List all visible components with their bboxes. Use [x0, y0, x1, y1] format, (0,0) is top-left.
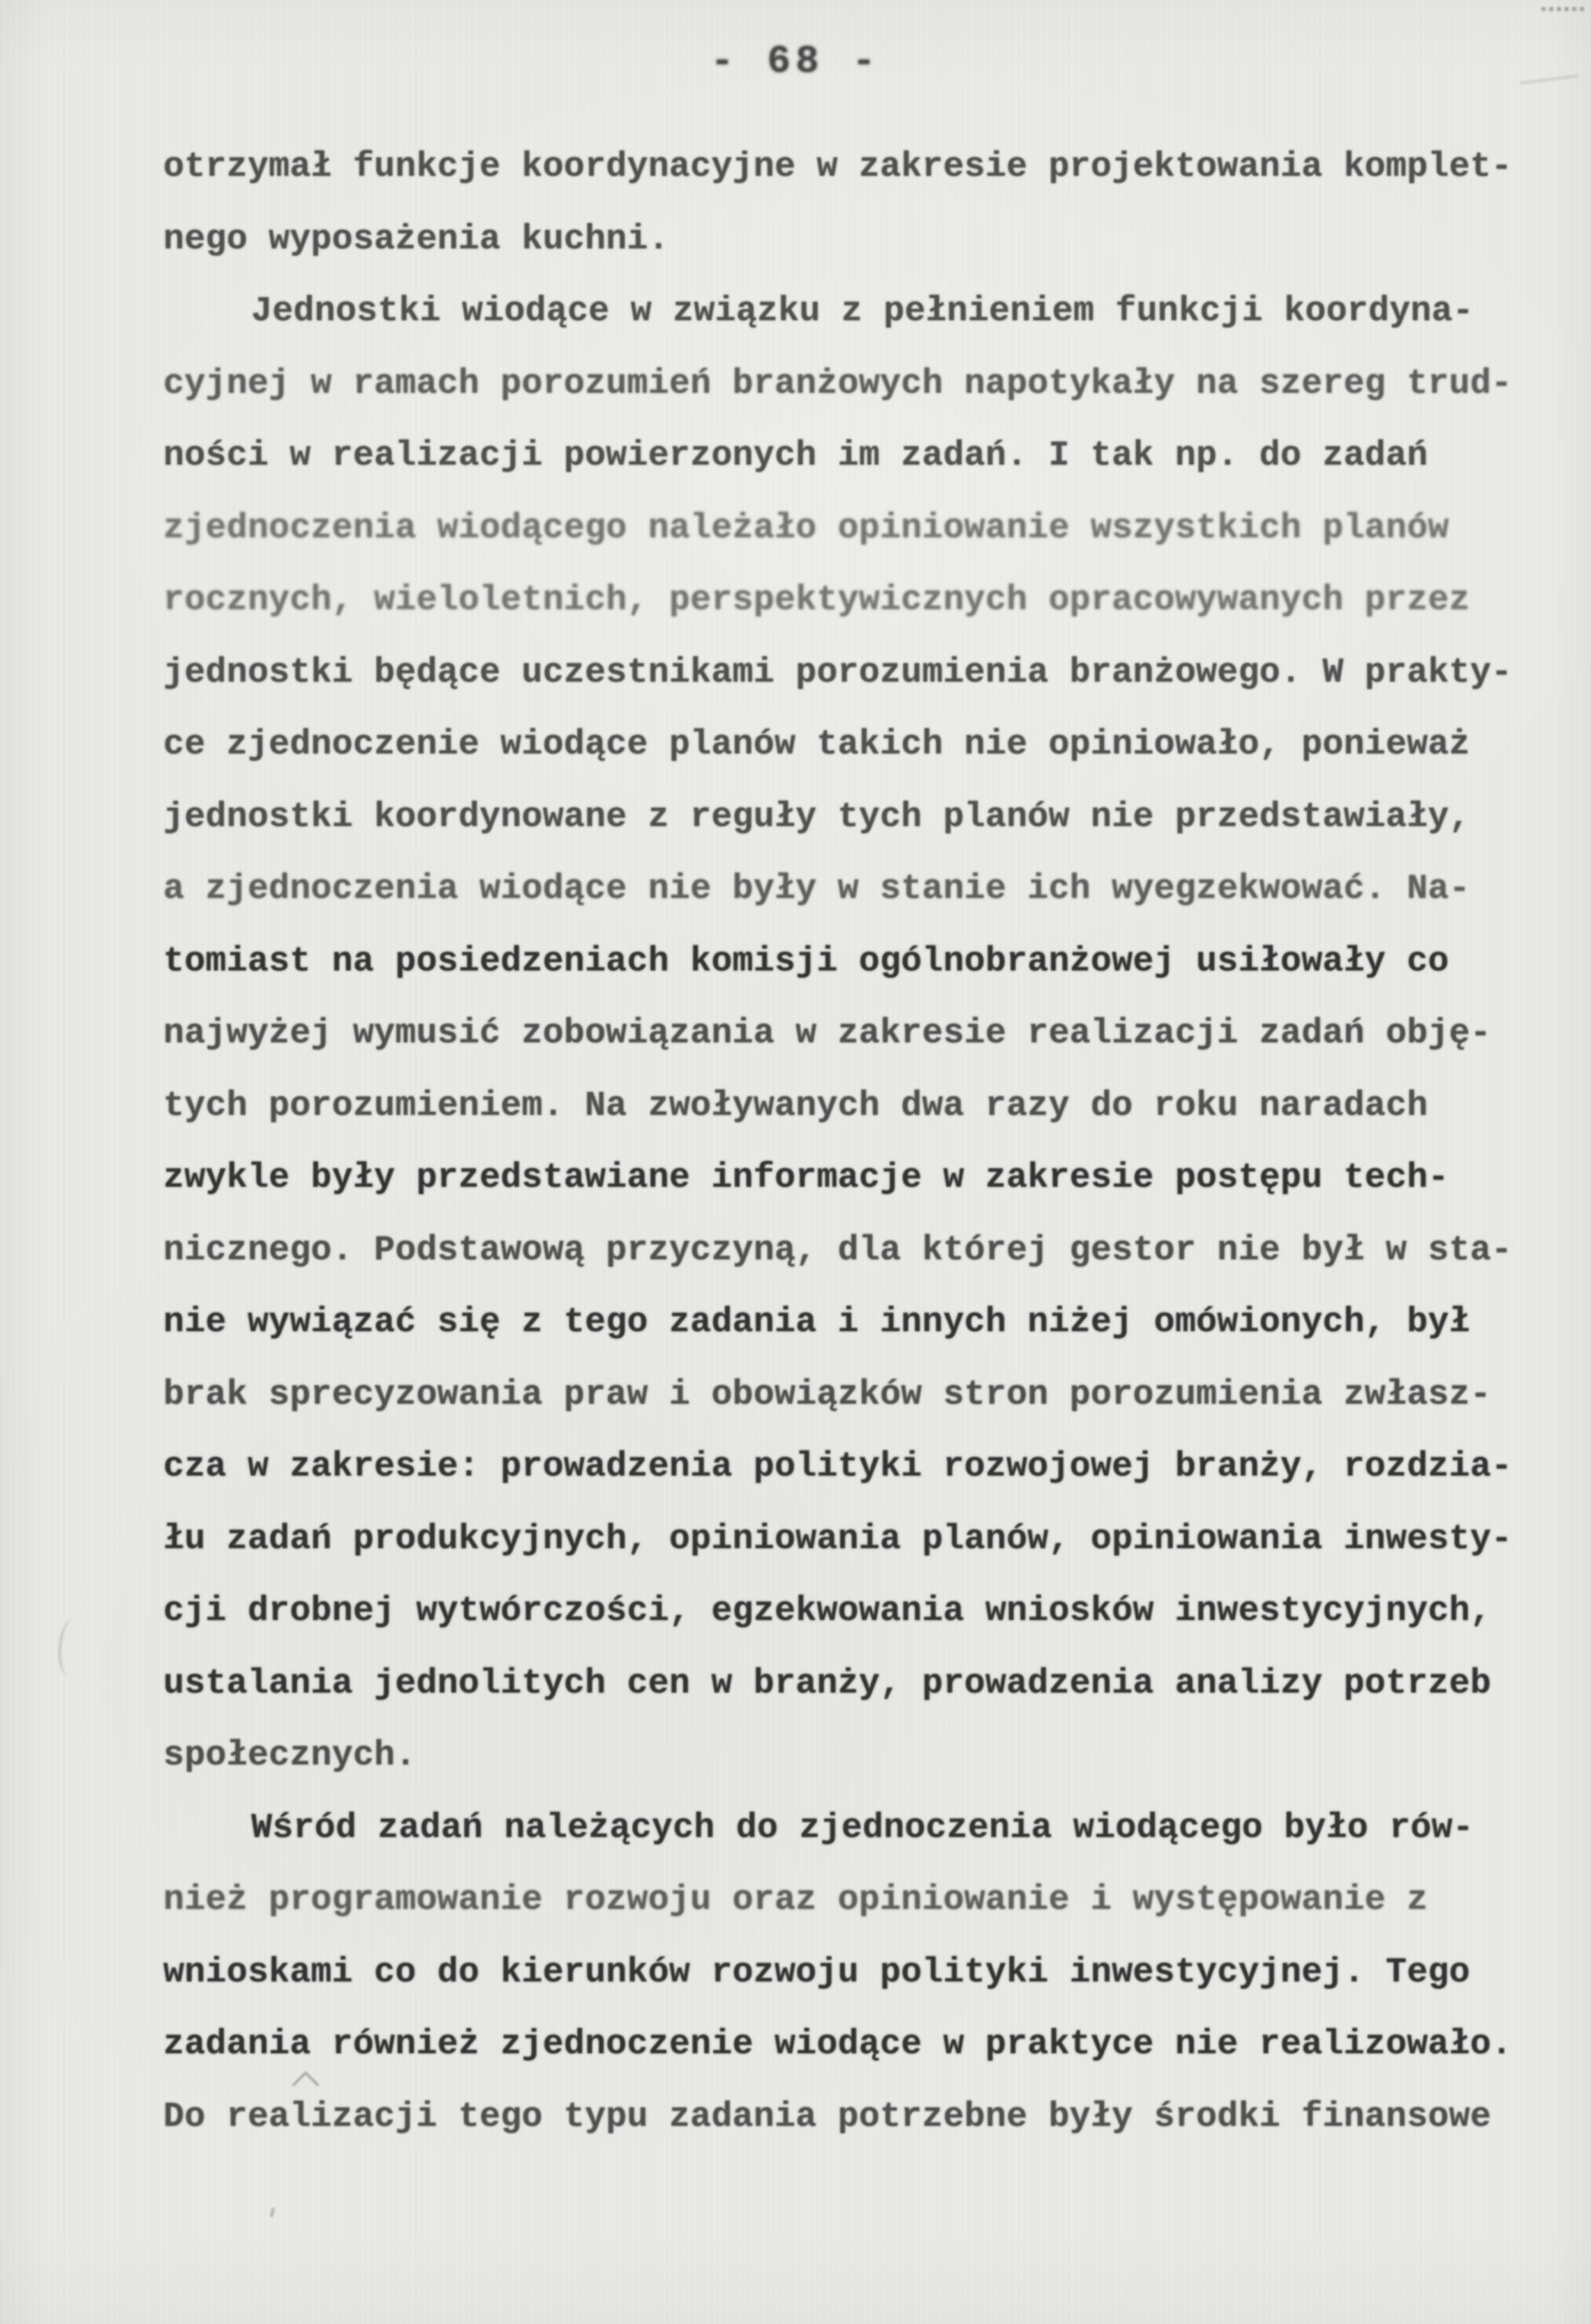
text-line: wnioskami co do kierunków rozwoju polityki inwestycyjnej. Tego: [163, 1952, 1470, 1993]
scan-artifact-arc: [56, 1618, 82, 1677]
text-line: społecznych.: [163, 1736, 417, 1776]
text-line: nego wyposażenia kuchni.: [163, 219, 669, 260]
text-line: cza w zakresie: prowadzenia polityki rozwojowej branży, rozdzia-: [163, 1447, 1513, 1487]
text-line: zjednoczenia wiodącego należało opiniowanie wszystkich planów: [163, 508, 1449, 548]
scan-artifact-speck: [270, 2207, 276, 2218]
scan-artifact-dots: [1541, 4, 1587, 14]
text-line: nicznego. Podstawową przyczyną, dla której gestor nie był w sta-: [163, 1230, 1513, 1270]
text-line: ustalania jednolitych cen w branży, prowadzenia analizy potrzeb: [163, 1663, 1491, 1704]
text-line: Do realizacji tego typu zadania potrzebne były środki finansowe: [163, 2097, 1491, 2137]
text-line: tomiast na posiedzeniach komisji ogólnobranżowej usiłowały co: [163, 941, 1449, 982]
text-line: nie wywiązać się z tego zadania i innych niżej omówionych, był: [163, 1303, 1470, 1342]
text-line: tych porozumieniem. Na zwoływanych dwa razy do roku naradach: [163, 1086, 1428, 1126]
text-line: Jednostki wiodące w związku z pełnieniem funkcji koordyna-: [251, 292, 1474, 331]
text-line: a zjednoczenia wiodące nie były w stanie ich wyegzekwować. Na-: [163, 869, 1470, 909]
text-line: Wśród zadań należących do zjednoczenia wiodącego było rów-: [251, 1808, 1474, 1848]
text-line: łu zadań produkcyjnych, opiniowania planów, opiniowania inwesty-: [163, 1519, 1513, 1559]
text-line: najwyżej wymusić zobowiązania w zakresie realizacji zadań obję-: [163, 1014, 1491, 1054]
text-line: zwykle były przedstawiane informacje w zakresie postępu tech-: [163, 1158, 1449, 1198]
text-line: nież programowanie rozwoju oraz opiniowanie i występowanie z: [163, 1880, 1428, 1920]
text-line: rocznych, wieloletnich, perspektywicznych opracowywanych przez: [163, 580, 1470, 620]
text-line: otrzymał funkcje koordynacyjne w zakresie projektowania komplet-: [163, 147, 1513, 187]
body-text: [163, 131, 1531, 2153]
text-line: cji drobnej wytwórczości, egzekwowania wniosków inwestycyjnych,: [163, 1591, 1491, 1631]
text-line: ności w realizacji powierzonych im zadań. I tak np. do zadań: [163, 436, 1428, 476]
text-line: cyjnej w ramach porozumień branżowych napotykały na szereg trud-: [163, 363, 1513, 404]
text-line: jednostki będące uczestnikami porozumienia branżowego. W prakty-: [163, 652, 1513, 693]
text-line: ce zjednoczenie wiodące planów takich nie opiniowało, ponieważ: [163, 725, 1470, 765]
text-line: jednostki koordynowane z reguły tych planów nie przedstawiały,: [163, 797, 1470, 837]
page-number: - 68 -: [710, 39, 881, 84]
text-line: brak sprecyzowania praw i obowiązków stron porozumienia zwłasz-: [163, 1374, 1491, 1415]
text-line: zadania również zjednoczenie wiodące w praktyce nie realizowało.: [163, 2025, 1513, 2064]
